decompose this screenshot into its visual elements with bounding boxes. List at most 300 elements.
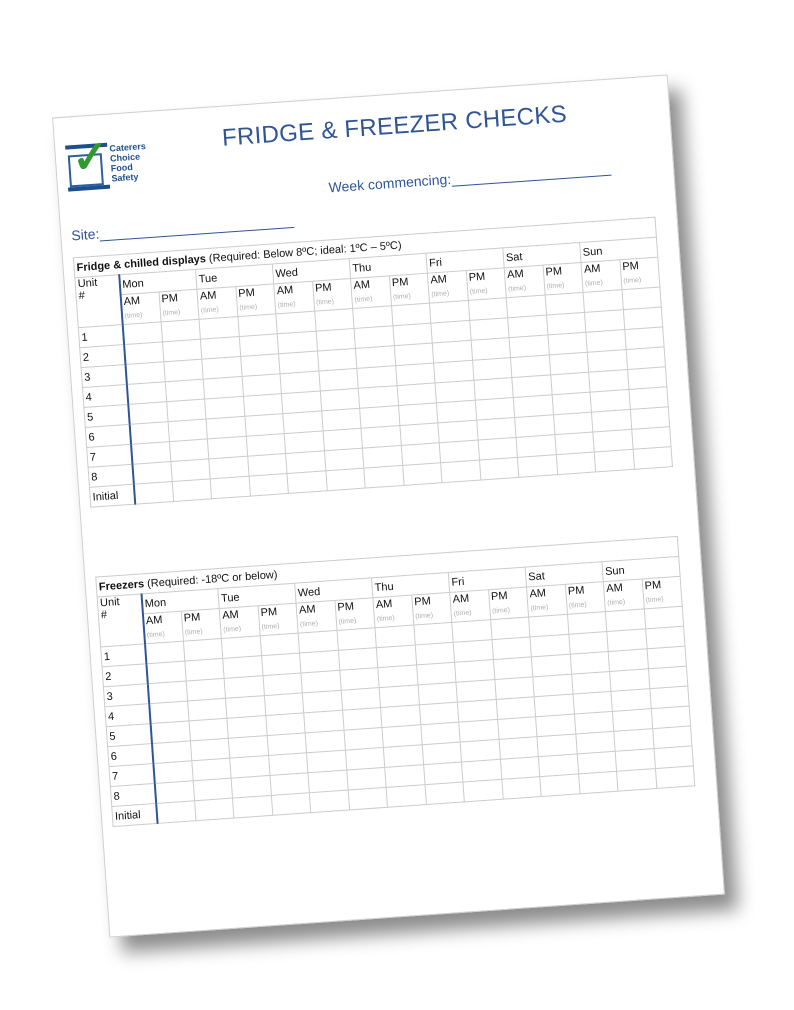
reading-cell[interactable] [194, 798, 234, 821]
reading-cell[interactable] [536, 714, 576, 737]
reading-cell[interactable] [385, 765, 425, 788]
reading-cell[interactable] [162, 339, 202, 362]
reading-cell[interactable] [436, 400, 476, 423]
reading-cell[interactable] [207, 436, 247, 459]
pm-label: PM [391, 276, 409, 290]
reading-cell[interactable] [376, 645, 416, 668]
reading-cell[interactable] [358, 386, 398, 409]
reading-cell[interactable] [508, 315, 548, 338]
reading-cell[interactable] [226, 696, 266, 719]
reading-cell[interactable] [509, 335, 549, 358]
day-header-wed: Wed [272, 259, 350, 284]
reading-cell[interactable] [153, 761, 193, 784]
reading-cell[interactable] [432, 340, 472, 363]
reading-cell[interactable] [284, 431, 324, 454]
reading-cell[interactable] [199, 317, 239, 340]
reading-cell[interactable] [553, 412, 593, 435]
reading-cell[interactable] [397, 383, 437, 406]
unit-header-hash: # [100, 608, 108, 622]
reading-cell[interactable] [517, 455, 557, 478]
am-label: AM [123, 294, 141, 308]
reading-cell[interactable] [223, 656, 263, 679]
reading-cell[interactable] [540, 774, 580, 797]
reading-cell[interactable] [575, 731, 615, 754]
reading-cell[interactable] [210, 476, 250, 499]
time-hint: (time) [239, 303, 258, 312]
reading-cell[interactable] [516, 435, 556, 458]
time-hint: (time) [354, 295, 373, 304]
week-commencing-field[interactable] [328, 160, 611, 196]
reading-cell[interactable] [590, 389, 630, 412]
reading-cell[interactable] [513, 395, 553, 418]
time-hint: (time) [453, 609, 472, 618]
reading-cell[interactable] [645, 626, 685, 649]
reading-cell[interactable] [345, 747, 385, 770]
pm-label: PM [468, 270, 486, 284]
reading-cell[interactable] [209, 456, 249, 479]
reading-cell[interactable] [462, 759, 502, 782]
reading-cell[interactable] [200, 337, 240, 360]
reading-cell[interactable] [205, 396, 245, 419]
reading-cell[interactable] [355, 346, 395, 369]
reading-cell[interactable] [545, 292, 585, 315]
reading-cell[interactable] [244, 414, 284, 437]
day-header-sun: Sun [602, 556, 680, 581]
reading-cell[interactable] [469, 318, 509, 341]
reading-cell[interactable] [131, 442, 171, 465]
reading-cell[interactable] [122, 322, 162, 345]
reading-cell[interactable] [649, 686, 689, 709]
reading-cell[interactable] [546, 312, 586, 335]
reading-cell[interactable] [150, 721, 190, 744]
reading-cell[interactable] [478, 437, 518, 460]
am-header [219, 606, 259, 639]
reading-cell[interactable] [287, 471, 327, 494]
reading-cell[interactable] [633, 447, 673, 470]
reading-cell[interactable] [475, 398, 515, 421]
reading-cell[interactable] [302, 690, 342, 713]
reading-cell[interactable] [247, 454, 287, 477]
reading-cell[interactable] [419, 702, 459, 725]
logo-text [109, 142, 148, 184]
reading-cell[interactable] [300, 650, 340, 673]
reading-cell[interactable] [283, 411, 323, 434]
reading-cell[interactable] [416, 662, 456, 685]
reading-cell[interactable] [379, 685, 419, 708]
reading-cell[interactable] [361, 426, 401, 449]
reading-cell[interactable] [648, 666, 688, 689]
reading-cell[interactable] [506, 295, 546, 318]
reading-cell[interactable] [554, 432, 594, 455]
unit-number: 7 [87, 444, 132, 467]
reading-cell[interactable] [189, 718, 229, 741]
reading-cell[interactable] [537, 734, 577, 757]
reading-cell[interactable] [593, 429, 633, 452]
reading-cell[interactable] [156, 801, 196, 824]
reading-cell[interactable] [594, 449, 634, 472]
reading-cell[interactable] [277, 331, 317, 354]
reading-cell[interactable] [497, 717, 537, 740]
am-header [296, 600, 336, 633]
reading-cell[interactable] [237, 314, 277, 337]
time-hint: (time) [530, 604, 549, 613]
reading-cell[interactable] [460, 739, 500, 762]
reading-cell[interactable] [228, 736, 268, 759]
reading-cell[interactable] [147, 681, 187, 704]
reading-cell[interactable] [169, 439, 209, 462]
reading-cell[interactable] [342, 708, 382, 731]
day-header-tue: Tue [218, 583, 296, 608]
reading-cell[interactable] [534, 694, 574, 717]
reading-cell[interactable] [190, 738, 230, 761]
reading-cell[interactable] [394, 343, 434, 366]
unit-number: 3 [103, 684, 148, 707]
reading-cell[interactable] [280, 371, 320, 394]
reading-cell[interactable] [344, 727, 384, 750]
reading-cell[interactable] [441, 460, 481, 483]
reading-cell[interactable] [628, 387, 668, 410]
reading-cell[interactable] [271, 793, 311, 816]
reading-cell[interactable] [605, 609, 645, 632]
reading-cell[interactable] [187, 698, 227, 721]
reading-cell[interactable] [568, 632, 608, 655]
reading-cell[interactable] [652, 726, 692, 749]
reading-cell[interactable] [261, 653, 301, 676]
reading-cell[interactable] [438, 420, 478, 443]
reading-cell[interactable] [231, 775, 271, 798]
reading-cell[interactable] [163, 359, 203, 382]
reading-cell[interactable] [378, 665, 418, 688]
reading-cell[interactable] [168, 419, 208, 442]
reading-cell[interactable] [413, 622, 453, 645]
logo-line: Caterers [109, 141, 147, 154]
reading-cell[interactable] [132, 462, 172, 485]
reading-cell[interactable] [286, 451, 326, 474]
reading-cell[interactable] [429, 300, 469, 323]
reading-cell[interactable] [338, 648, 378, 671]
pm-label: PM [644, 579, 662, 593]
reading-cell[interactable] [362, 445, 402, 468]
reading-cell[interactable] [651, 706, 691, 729]
reading-cell[interactable] [584, 310, 624, 333]
reading-cell[interactable] [242, 374, 282, 397]
reading-cell[interactable] [607, 629, 647, 652]
reading-cell[interactable] [316, 328, 356, 351]
reading-cell[interactable] [496, 697, 536, 720]
reading-cell[interactable] [125, 362, 165, 385]
reading-cell[interactable] [386, 785, 426, 808]
reading-cell[interactable] [268, 753, 308, 776]
reading-cell[interactable] [307, 750, 347, 773]
time-hint: (time) [223, 625, 242, 634]
reading-cell[interactable] [193, 778, 233, 801]
reading-cell[interactable] [161, 319, 201, 342]
reading-cell[interactable] [154, 781, 194, 804]
reading-cell[interactable] [128, 402, 168, 425]
pm-label: PM [314, 281, 333, 295]
reading-cell[interactable] [549, 352, 589, 375]
reading-cell[interactable] [479, 457, 519, 480]
reading-cell[interactable] [276, 311, 316, 334]
time-hint: (time) [184, 628, 203, 637]
reading-cell[interactable] [320, 388, 360, 411]
time-hint: (time) [415, 612, 434, 621]
reading-cell[interactable] [574, 711, 614, 734]
reading-cell[interactable] [531, 654, 571, 677]
reading-cell[interactable] [348, 787, 388, 810]
reading-cell[interactable] [318, 368, 358, 391]
reading-cell[interactable] [298, 630, 338, 653]
unit-number: 6 [108, 744, 153, 767]
reading-cell[interactable] [556, 452, 596, 475]
reading-cell[interactable] [126, 382, 166, 405]
reading-cell[interactable] [612, 709, 652, 732]
reading-cell[interactable] [587, 350, 627, 373]
reading-cell[interactable] [279, 351, 319, 374]
reading-cell[interactable] [325, 468, 365, 491]
reading-cell[interactable] [341, 688, 381, 711]
reading-cell[interactable] [570, 652, 610, 675]
reading-cell[interactable] [232, 795, 272, 818]
reading-cell[interactable] [623, 307, 663, 330]
reading-cell[interactable] [515, 415, 555, 438]
reading-cell[interactable] [614, 729, 654, 752]
reading-cell[interactable] [552, 392, 592, 415]
reading-cell[interactable] [399, 423, 439, 446]
reading-cell[interactable] [183, 638, 223, 661]
reading-cell[interactable] [224, 676, 264, 699]
reading-cell[interactable] [149, 701, 189, 724]
am-header [526, 584, 566, 617]
reading-cell[interactable] [392, 323, 432, 346]
reading-cell[interactable] [547, 332, 587, 355]
reading-cell[interactable] [452, 620, 492, 643]
reading-cell[interactable] [583, 290, 623, 313]
site-field[interactable] [71, 212, 295, 244]
reading-cell[interactable] [512, 375, 552, 398]
reading-cell[interactable] [501, 777, 541, 800]
reading-cell[interactable] [402, 463, 442, 486]
reading-cell[interactable] [184, 658, 224, 681]
reading-cell[interactable] [191, 758, 231, 781]
reading-cell[interactable] [644, 606, 684, 629]
reading-cell[interactable] [145, 641, 185, 664]
reading-cell[interactable] [346, 767, 386, 790]
reading-cell[interactable] [420, 722, 460, 745]
reading-cell[interactable] [617, 769, 657, 792]
reading-cell[interactable] [354, 326, 394, 349]
reading-cell[interactable] [267, 733, 307, 756]
reading-cell[interactable] [246, 434, 286, 457]
reading-cell[interactable] [301, 670, 341, 693]
reading-cell[interactable] [611, 689, 651, 712]
reading-cell[interactable] [124, 342, 164, 365]
reading-cell[interactable] [172, 479, 212, 502]
reading-cell[interactable] [631, 427, 671, 450]
day-header-thu: Thu [371, 572, 449, 597]
reading-cell[interactable] [146, 661, 186, 684]
reading-cell[interactable] [571, 671, 611, 694]
reading-cell[interactable] [422, 742, 462, 765]
reading-cell[interactable] [129, 422, 169, 445]
reading-cell[interactable] [533, 674, 573, 697]
reading-cell[interactable] [170, 459, 210, 482]
logo-line: Safety [111, 171, 139, 184]
reading-cell[interactable] [647, 646, 687, 669]
reading-cell[interactable] [206, 416, 246, 439]
reading-cell[interactable] [243, 394, 283, 417]
reading-cell[interactable] [337, 628, 377, 651]
reading-cell[interactable] [395, 363, 435, 386]
reading-cell[interactable] [455, 660, 495, 683]
reading-cell[interactable] [323, 428, 363, 451]
reading-cell[interactable] [202, 356, 242, 379]
reading-cell[interactable] [415, 642, 455, 665]
reading-cell[interactable] [494, 677, 534, 700]
pm-header [488, 587, 528, 620]
initial-label: Initial [89, 484, 134, 507]
reading-cell[interactable] [624, 327, 664, 350]
reading-cell[interactable] [165, 379, 205, 402]
week-commencing-line [451, 161, 612, 187]
reading-cell[interactable] [431, 320, 471, 343]
reading-cell[interactable] [472, 358, 512, 381]
unit-header [97, 594, 144, 647]
reading-cell[interactable] [186, 678, 226, 701]
time-hint: (time) [277, 300, 296, 310]
reading-cell[interactable] [239, 334, 279, 357]
reading-cell[interactable] [364, 465, 404, 488]
reading-cell[interactable] [459, 719, 499, 742]
am-label: AM [375, 597, 393, 612]
reading-cell[interactable] [530, 634, 570, 657]
reading-cell[interactable] [608, 649, 648, 672]
reading-cell[interactable] [133, 482, 173, 505]
reading-cell[interactable] [166, 399, 206, 422]
day-header-fri: Fri [426, 248, 504, 273]
time-hint: (time) [568, 601, 588, 610]
reading-cell[interactable] [630, 407, 670, 430]
reading-cell[interactable] [499, 737, 539, 760]
reading-cell[interactable] [610, 669, 650, 692]
reading-cell[interactable] [627, 367, 667, 390]
reading-cell[interactable] [538, 754, 578, 777]
reading-cell[interactable] [360, 406, 400, 429]
reading-cell[interactable] [264, 693, 304, 716]
reading-cell[interactable] [383, 745, 423, 768]
reading-cell[interactable] [382, 725, 422, 748]
reading-cell[interactable] [510, 355, 550, 378]
reading-cell[interactable] [230, 756, 270, 779]
time-hint: (time) [338, 617, 357, 626]
reading-cell[interactable] [471, 338, 511, 361]
reading-cell[interactable] [353, 306, 393, 329]
page-title: FRIDGE & FREEZER CHECKS [221, 100, 568, 152]
reading-cell[interactable] [468, 298, 508, 321]
reading-cell[interactable] [339, 668, 379, 691]
reading-cell[interactable] [317, 348, 357, 371]
reading-cell[interactable] [270, 773, 310, 796]
am-label: AM [145, 614, 163, 628]
reading-cell[interactable] [401, 443, 441, 466]
reading-cell[interactable] [586, 330, 626, 353]
reading-cell[interactable] [249, 474, 289, 497]
am-header [581, 260, 621, 293]
reading-cell[interactable] [621, 287, 661, 310]
reading-cell[interactable] [490, 617, 530, 640]
reading-cell[interactable] [227, 716, 267, 739]
reading-cell[interactable] [577, 751, 617, 774]
reading-cell[interactable] [493, 657, 533, 680]
reading-cell[interactable] [589, 370, 629, 393]
reading-cell[interactable] [309, 790, 349, 813]
reading-cell[interactable] [240, 354, 280, 377]
reading-cell[interactable] [151, 741, 191, 764]
reading-cell[interactable] [615, 749, 655, 772]
reading-cell[interactable] [391, 303, 431, 326]
reading-cell[interactable] [655, 766, 695, 789]
reading-cell[interactable] [456, 680, 496, 703]
unit-header-hash: # [78, 289, 86, 303]
reading-cell[interactable] [578, 771, 618, 794]
reading-cell[interactable] [425, 782, 465, 805]
reading-cell[interactable] [492, 637, 532, 660]
reading-cell[interactable] [381, 705, 421, 728]
reading-cell[interactable] [591, 409, 631, 432]
reading-cell[interactable] [305, 730, 345, 753]
reading-cell[interactable] [263, 673, 303, 696]
reading-cell[interactable] [476, 417, 516, 440]
reading-cell[interactable] [529, 614, 569, 637]
reading-cell[interactable] [281, 391, 321, 414]
reading-cell[interactable] [573, 691, 613, 714]
day-header-wed: Wed [295, 578, 373, 603]
initial-label: Initial [112, 803, 157, 826]
reading-cell[interactable] [398, 403, 438, 426]
reading-cell[interactable] [463, 779, 503, 802]
reading-cell[interactable] [357, 366, 397, 389]
reading-cell[interactable] [654, 746, 694, 769]
reading-cell[interactable] [375, 625, 415, 648]
reading-cell[interactable] [434, 360, 474, 383]
reading-cell[interactable] [321, 408, 361, 431]
reading-cell[interactable] [203, 376, 243, 399]
reading-cell[interactable] [418, 682, 458, 705]
reading-cell[interactable] [626, 347, 666, 370]
reading-cell[interactable] [308, 770, 348, 793]
reading-cell[interactable] [550, 372, 590, 395]
reading-cell[interactable] [457, 699, 497, 722]
reading-cell[interactable] [260, 633, 300, 656]
am-header [274, 281, 314, 314]
time-hint: (time) [146, 630, 166, 640]
reading-cell[interactable] [304, 710, 344, 733]
reading-cell[interactable] [265, 713, 305, 736]
reading-cell[interactable] [221, 636, 261, 659]
reading-cell[interactable] [439, 440, 479, 463]
reading-cell[interactable] [423, 762, 463, 785]
am-header [351, 276, 391, 309]
reading-cell[interactable] [324, 448, 364, 471]
reading-cell[interactable] [453, 640, 493, 663]
pm-header [181, 609, 221, 642]
reading-cell[interactable] [435, 380, 475, 403]
reading-cell[interactable] [500, 757, 540, 780]
reading-cell[interactable] [473, 378, 513, 401]
time-hint: (time) [200, 306, 220, 315]
reading-cell[interactable] [314, 309, 354, 332]
reading-cell[interactable] [567, 612, 607, 635]
